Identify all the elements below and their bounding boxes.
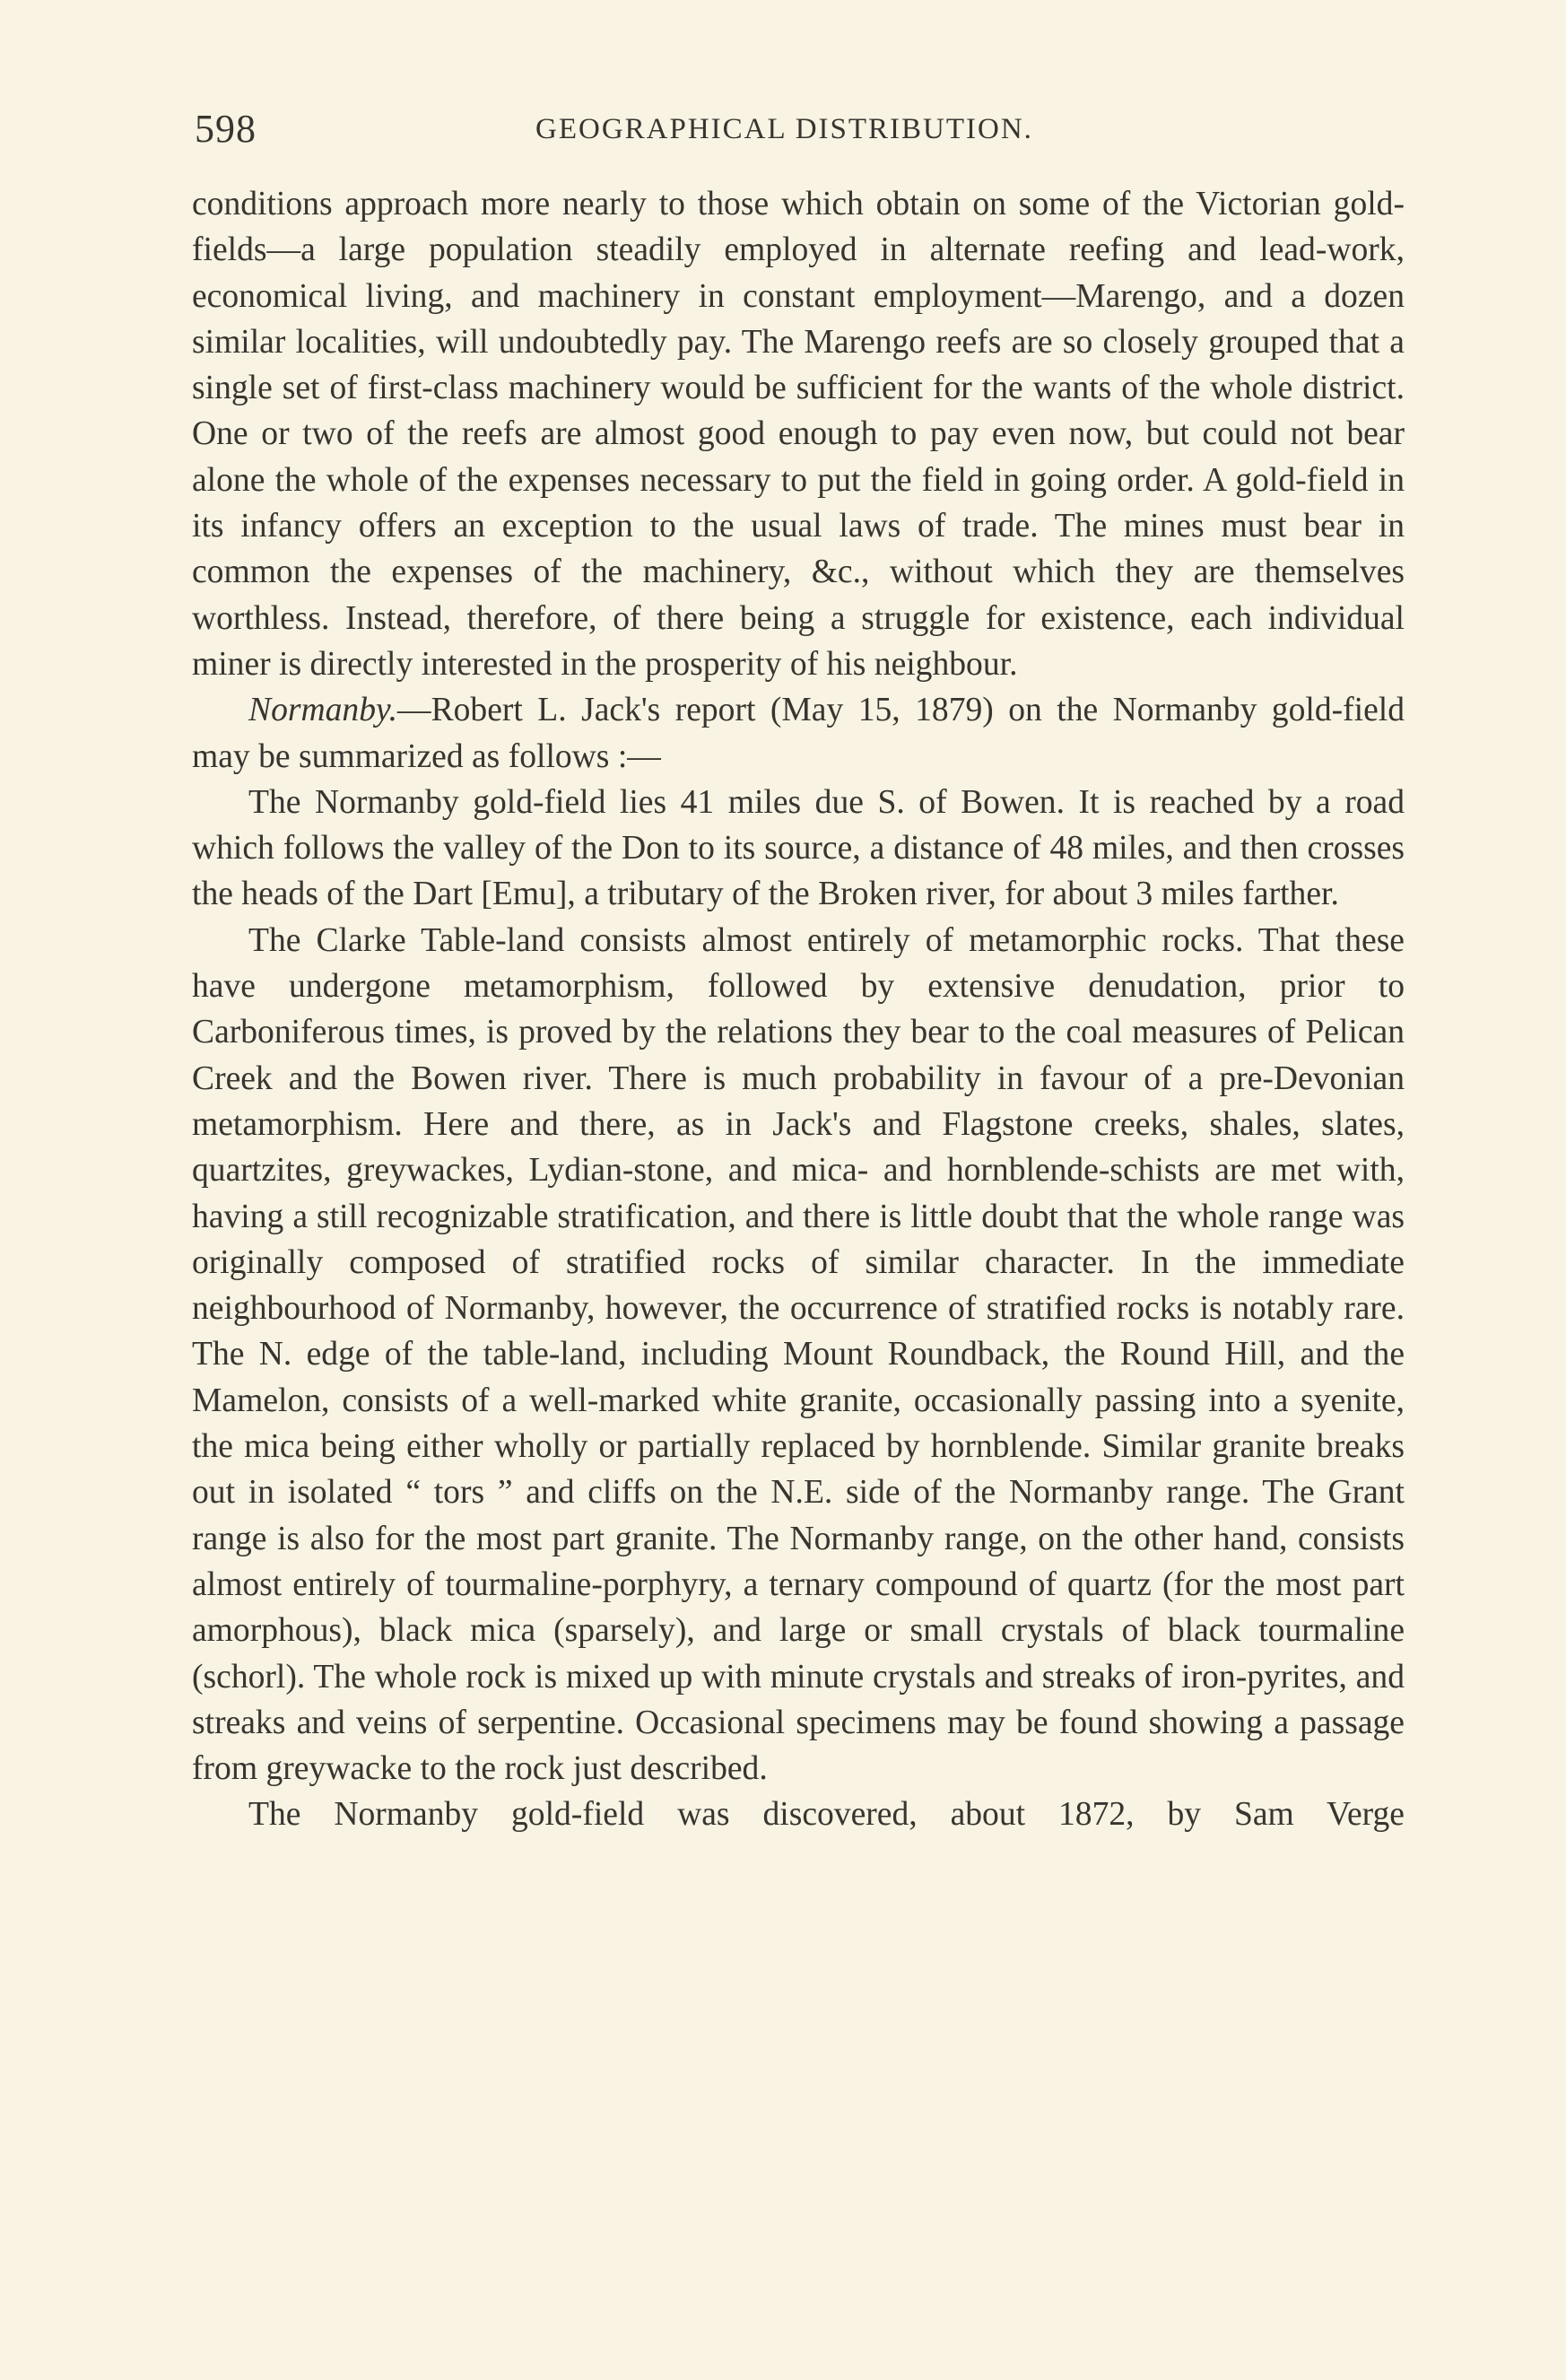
paragraph-text: The Normanby gold-field was discovered, about 1872, by Sam Verge (248, 1796, 1405, 1834)
paragraph-normanby-intro (192, 687, 1405, 780)
paragraph-geology (192, 918, 1405, 1792)
page-header (195, 106, 1401, 160)
paragraph-location (192, 780, 1405, 918)
body-text (192, 181, 1405, 1838)
paragraph-text: The Clarke Table-land consists almost entirely of metamorphic rocks. That these have undergone metamorphism, followed by extensive denudation, prior to Carboniferous times, is proved by the relations they bear to the coal measures of Pelican Creek and the Bowen river. There is much probability in favour of a pre-Devonian metamorphism. Here and there, as in Jack's and Flagstone creeks, shales, slates, quartzites, greywackes, Lydian-stone, and mica- and hornblende-schists are met with, having a still recognizable stratification, and there is little doubt that the whole range was originally composed of stratified rocks of similar character. In the immediate neighbourhood of Normanby, however, the occurrence of stratified rocks is notably rare. The N. edge of the table-land, including Mount Roundback, the Round Hill, and the Mamelon, consists of a well-marked white granite, occasionally passing into a syenite, the mica being either wholly or partially replaced by hornblende. Similar granite breaks out in isolated “ tors ” and cliffs on the N.E. side of the Normanby range. The Grant range is also for the most part granite. The Normanby range, on the other hand, consists almost entirely of tourmaline-porphyry, a ternary compound of quartz (for the most part amorphous), black mica (sparsely), and large or small crystals of black tourmaline (schorl). The whole rock is mixed up with minute crystals and streaks of iron-pyrites, and streaks and veins of serpentine. Occasional specimens may be found showing a passage from greywacke to the rock just described. (192, 921, 1405, 1788)
paragraph-text: —Robert L. Jack's report (May 15, 1879) on the Normanby gold-field may be summarized as follows :— (192, 692, 1405, 775)
running-head: GEOGRAPHICAL DISTRIBUTION. (535, 113, 1033, 145)
paragraph-text: conditions approach more nearly to those which obtain on some of the Victorian gold-fields—a large population steadily employed in alternate reefing and lead-work, economical living, and machinery in constant employment—Marengo, and a dozen similar localities, will undoubtedly pay. The Marengo reefs are so closely grouped that a single set of first-class machinery would be sufficient for the wants of the whole district. One or two of the reefs are almost good enough to pay even now, but could not bear alone the whole of the expenses necessary to put the field in going order. A gold-field in its infancy offers an exception to the usual laws of trade. The mines must bear in common the expenses of the machinery, &c., without which they are themselves worthless. Instead, therefore, of there being a struggle for existence, each individual miner is directly interested in the prosperity of his neighbour. (192, 186, 1405, 683)
page-number: 598 (195, 107, 257, 151)
paragraph-text: The Normanby gold-field lies 41 miles due S. of Bowen. It is reached by a road which follows the valley of the Don to its source, a distance of 48 miles, and then crosses the heads of the Dart [Emu], a tributary of the Broken river, for about 3 miles farther. (192, 783, 1405, 913)
section-lead-normanby: Normanby. (248, 692, 397, 729)
paragraph-discovery (192, 1792, 1405, 1837)
paragraph-marengo-continued (192, 181, 1405, 687)
